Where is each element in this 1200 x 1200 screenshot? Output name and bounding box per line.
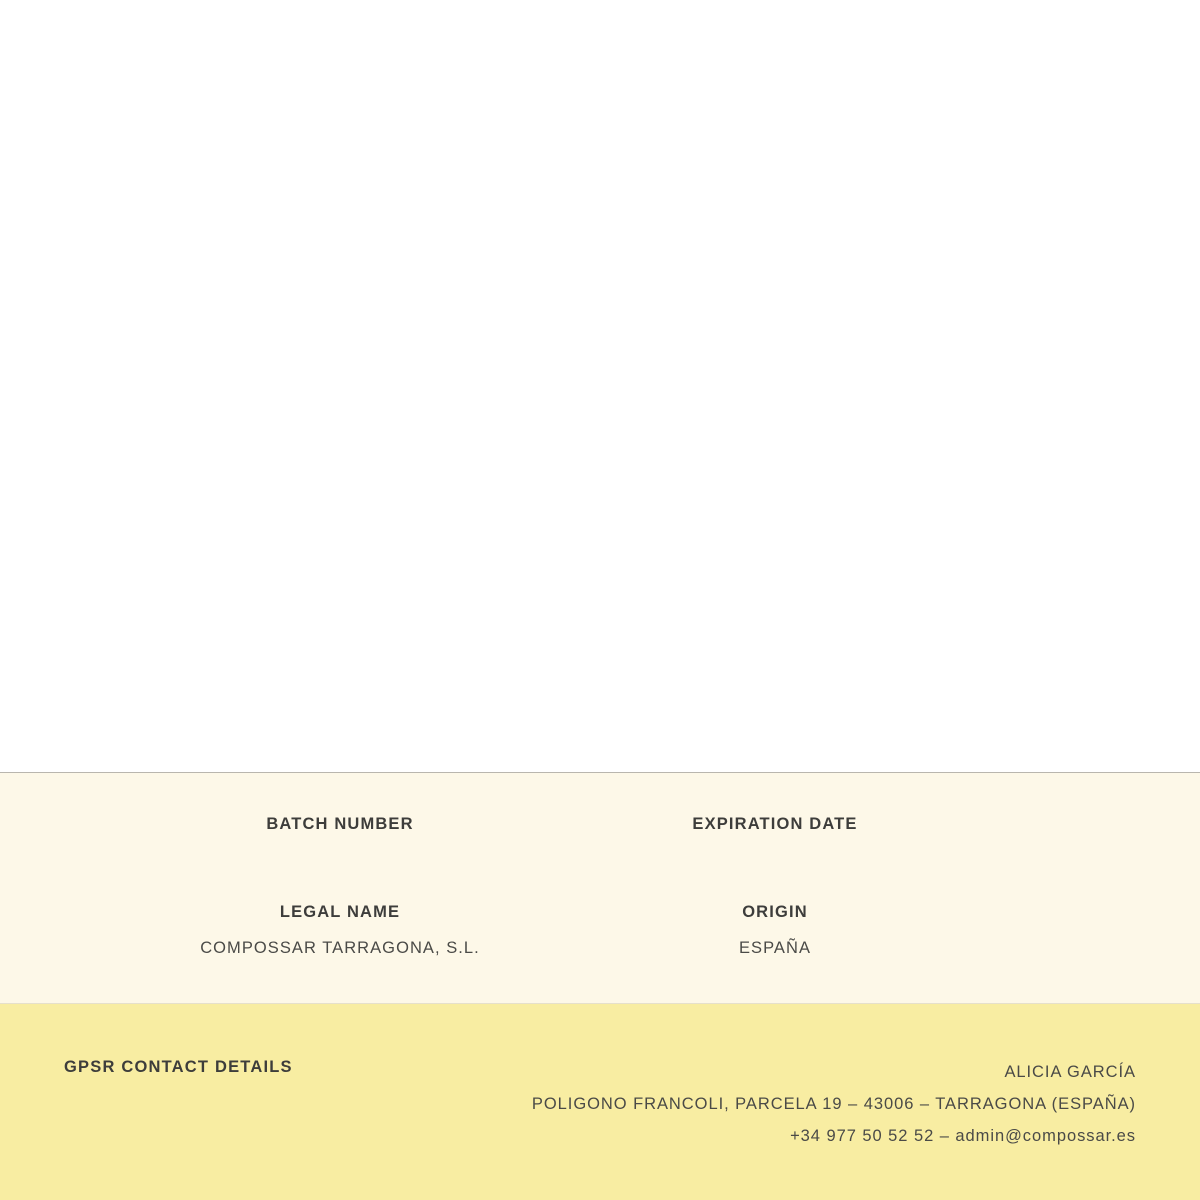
gpsr-contact-address: POLIGONO FRANCOLI, PARCELA 19 – 43006 – TARRAGONA (ESPAÑA) bbox=[531, 1095, 1136, 1114]
batch-number-label: BATCH NUMBER bbox=[266, 815, 414, 833]
info-row-batch bbox=[0, 773, 1200, 834]
gpsr-contact-panel bbox=[0, 1004, 1200, 1200]
product-info-panel bbox=[0, 772, 1200, 1004]
gpsr-contact-details bbox=[532, 1056, 1136, 1153]
origin-label: ORIGIN bbox=[742, 903, 808, 921]
field-batch-number bbox=[0, 815, 600, 834]
field-origin bbox=[600, 903, 1200, 958]
origin-value: ESPAÑA bbox=[738, 939, 812, 957]
expiration-date-label: EXPIRATION DATE bbox=[692, 815, 858, 833]
gpsr-contact-title: GPSR CONTACT DETAILS bbox=[64, 1058, 293, 1076]
field-legal-name bbox=[0, 903, 600, 958]
info-row-legal bbox=[0, 834, 1200, 958]
field-expiration-date bbox=[600, 815, 1200, 834]
legal-name-value: COMPOSSAR TARRAGONA, S.L. bbox=[200, 939, 480, 957]
gpsr-contact-person: ALICIA GARCÍA bbox=[1004, 1063, 1136, 1081]
gpsr-contact-phone-email: +34 977 50 52 52 – admin@compossar.es bbox=[790, 1127, 1136, 1146]
legal-name-label: LEGAL NAME bbox=[279, 903, 401, 921]
